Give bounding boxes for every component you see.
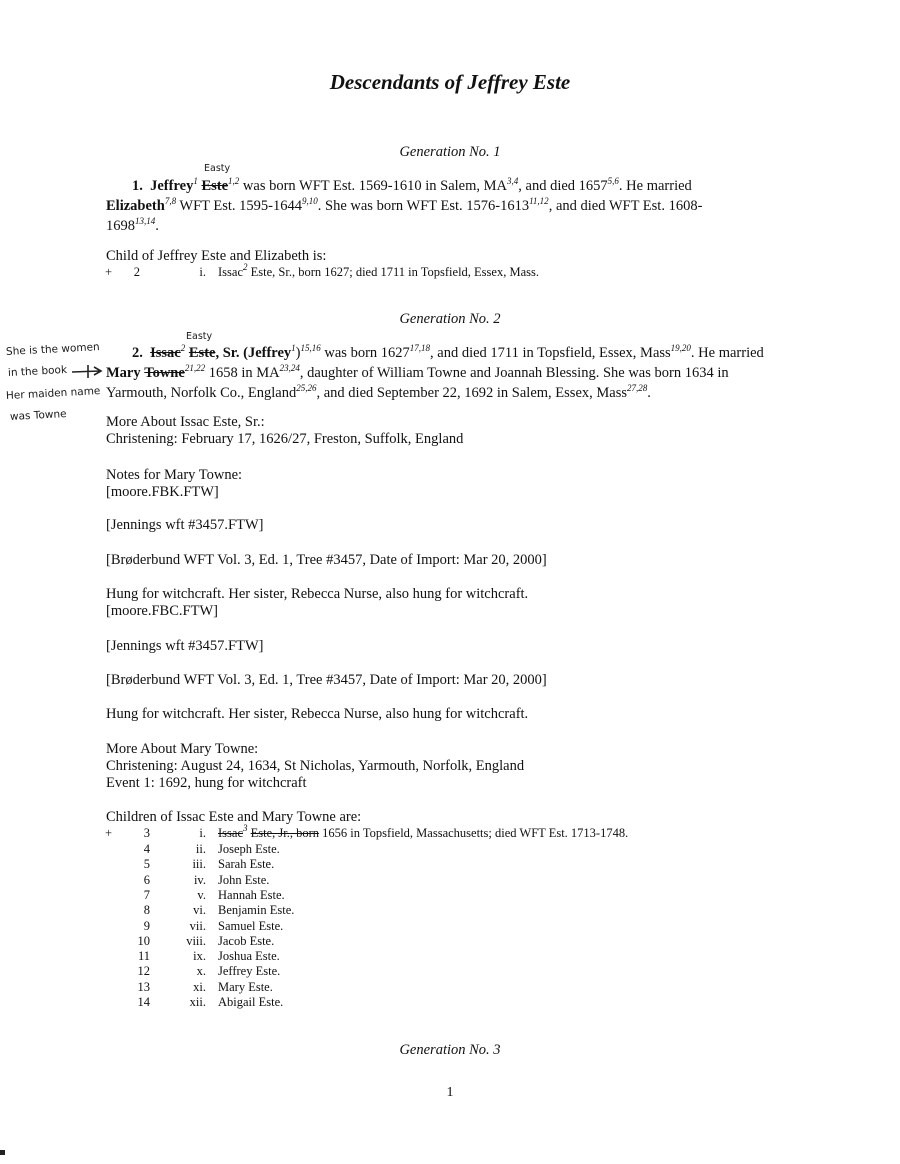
note-source: [Brøderbund WFT Vol. 3, Ed. 1, Tree #3457, Date of Import: Mar 20, 2000] xyxy=(106,552,547,568)
generation-2-heading: Generation No. 2 xyxy=(399,311,501,327)
gen1-text-d: WFT Est. 1595-1644 xyxy=(176,198,303,214)
child-roman: vii. xyxy=(189,918,206,933)
handwritten-surname-gen1: Easty xyxy=(204,163,231,174)
gen2-surname-struck: Este xyxy=(188,345,216,361)
child-number: 11 xyxy=(137,949,150,964)
child-roman: ii. xyxy=(195,842,206,856)
gen2-spouse-last: Towne xyxy=(144,365,185,381)
gen2-sup-b: 17,18 xyxy=(409,343,431,353)
gen2-sup-g: 27,28 xyxy=(627,383,648,393)
list-item xyxy=(0,980,900,995)
note-text: Hung for witchcraft. Her sister, Rebecca Nurse, also hung for witchcraft. xyxy=(106,706,529,722)
note-source: [Jennings wft #3457.FTW] xyxy=(106,517,264,533)
gen2-name: Issac xyxy=(150,345,181,361)
gen1-paragraph xyxy=(106,176,746,236)
gen1-text-g: . xyxy=(155,218,159,234)
gen1-number: 1. xyxy=(132,178,143,194)
note-source: [moore.FBK.FTW] xyxy=(106,484,219,500)
note-text: Hung for witchcraft. Her sister, Rebecca Nurse, also hung for witchcraft. xyxy=(106,586,529,602)
gen2-text-d: . He married xyxy=(690,345,764,361)
gen1-sup-f: 13,14 xyxy=(135,216,156,226)
gen2-text-h: . xyxy=(647,385,651,401)
list-item xyxy=(0,949,900,964)
child-name: Issac xyxy=(218,265,243,279)
gen1-text-f: , and died WFT Est. 1608-1698 xyxy=(106,198,703,234)
list-item xyxy=(0,842,900,857)
children-heading: Children of Issac Este and Mary Towne are: xyxy=(106,809,362,825)
notes-heading: Notes for Mary Towne: xyxy=(106,467,243,483)
generation-3-heading: Generation No. 3 xyxy=(399,1042,501,1058)
child-roman: xii. xyxy=(189,995,206,1009)
list-item xyxy=(0,823,900,841)
gen2-text-g: , and died September 22, 1692 in Salem, Essex, Mass xyxy=(316,385,627,401)
note-source: [Brøderbund WFT Vol. 3, Ed. 1, Tree #3457, Date of Import: Mar 20, 2000] xyxy=(106,672,547,688)
list-item xyxy=(0,964,900,979)
list-item xyxy=(0,919,900,934)
gen1-text-e: . She was born WFT Est. 1576-1613 xyxy=(317,198,530,214)
child-number: 13 xyxy=(137,979,150,994)
child-name: Benjamin Este. xyxy=(218,903,295,918)
margin-note-line-4: was Towne xyxy=(9,408,67,423)
child-description xyxy=(218,262,539,280)
child-number: 5 xyxy=(143,857,150,872)
gen2-sup-d: 21,22 xyxy=(184,363,206,373)
child-number: 7 xyxy=(143,887,150,902)
child-name: Mary Este. xyxy=(218,979,273,994)
scan-mark xyxy=(0,1150,5,1155)
mary-event: Event 1: 1692, hung for witchcraft xyxy=(106,775,307,791)
child-name: Samuel Este. xyxy=(218,918,284,933)
child-number: 3 xyxy=(143,826,150,840)
child-roman: viii. xyxy=(186,933,206,948)
gen2-sup-a1: 1 xyxy=(291,343,296,353)
handwritten-surname-gen2: Easty xyxy=(186,331,213,342)
gen1-text-b: , and died 1657 xyxy=(518,178,608,194)
margin-arrow-icon xyxy=(70,362,110,380)
list-item xyxy=(0,857,900,872)
child-text: 1656 in Topsfield, Massachusetts; died WFT Est. 1713-1748. xyxy=(319,826,629,840)
child-roman: x. xyxy=(196,964,206,979)
child-name: Jacob Este. xyxy=(218,933,275,948)
gen2-text-a: , Sr. (Jeffrey xyxy=(215,345,292,361)
generation-1-heading: Generation No. 1 xyxy=(399,144,501,160)
child-name: Jeffrey Este. xyxy=(218,964,281,979)
child-name: Joseph Este. xyxy=(218,842,280,856)
page-number: 1 xyxy=(446,1085,454,1100)
note-source: [Jennings wft #3457.FTW] xyxy=(106,638,264,654)
gen1-sup-a: 3,4 xyxy=(507,176,519,186)
child-name: Joshua Este. xyxy=(218,949,280,964)
child-name: Abigail Este. xyxy=(218,995,284,1009)
child-roman: i. xyxy=(199,826,206,840)
child-roman: iii. xyxy=(192,857,206,872)
list-item xyxy=(0,934,900,949)
gen1-text-c: . He married xyxy=(618,178,692,194)
list-item xyxy=(0,903,900,918)
margin-note-line-3: Her maiden name xyxy=(5,385,101,402)
more-about-mary-heading: More About Mary Towne: xyxy=(106,741,259,757)
child-number: 4 xyxy=(143,842,150,856)
child-roman: i. xyxy=(199,265,206,279)
child-name: Sarah Este. xyxy=(218,857,275,872)
gen1-sup-d: 9,10 xyxy=(302,196,318,206)
child-roman: xi. xyxy=(193,979,206,994)
list-item xyxy=(0,873,900,888)
child-roman: vi. xyxy=(193,903,206,918)
child-number: 8 xyxy=(143,903,150,918)
gen2-text-f: , daughter of William Towne and Joannah Blessing. She was born 1634 in Yarmouth, Norfolk Co., England xyxy=(106,365,729,401)
gen2-sup-c: 19,20 xyxy=(670,343,691,353)
child-number: 2 xyxy=(133,265,140,279)
child-name: John Este. xyxy=(218,872,270,887)
gen2-paragraph xyxy=(106,343,772,403)
child-sup: 3 xyxy=(243,823,248,833)
list-item xyxy=(0,888,900,903)
gen1-sup-c: 7,8 xyxy=(164,196,177,206)
gen2-spouse-first: Mary xyxy=(106,365,141,381)
gen1-gen-sup: 1 xyxy=(193,176,198,186)
gen1-sup-e: 11,12 xyxy=(529,196,549,206)
child-plus-marker: + xyxy=(105,826,113,840)
child-number: 6 xyxy=(143,872,150,887)
list-item xyxy=(0,995,900,1010)
margin-note-line-1: She is the women xyxy=(5,341,100,358)
gen2-number: 2. xyxy=(132,345,143,361)
gen1-sup-b: 5,6 xyxy=(607,176,619,186)
gen2-text-a2: ) xyxy=(295,345,301,361)
gen2-sup-f: 25,26 xyxy=(296,383,317,393)
gen1-surname-struck: Este xyxy=(201,178,229,194)
note-source: [moore.FBC.FTW] xyxy=(106,603,218,619)
mary-christening: Christening: August 24, 1634, St Nicholas, Yarmouth, Norfolk, England xyxy=(106,758,525,774)
gen2-text-c: , and died 1711 in Topsfield, Essex, Mass xyxy=(430,345,671,361)
child-description xyxy=(218,823,629,841)
more-about-issac-heading: More About Issac Este, Sr.: xyxy=(106,414,265,430)
child-roman: v. xyxy=(197,887,206,902)
child-roman: ix. xyxy=(193,949,206,964)
gen2-sup-a: 15,16 xyxy=(300,343,321,353)
gen1-child-heading: Child of Jeffrey Este and Elizabeth is: xyxy=(106,248,327,264)
child-roman: iv. xyxy=(193,872,206,887)
child-plus-marker: + xyxy=(105,265,113,279)
child-name: Hannah Este. xyxy=(218,887,285,902)
child-sup: 2 xyxy=(243,262,248,272)
child-number: 9 xyxy=(143,918,150,933)
margin-note-line-2: in the book xyxy=(7,363,68,379)
page-title: Descendants of Jeffrey Este xyxy=(329,70,571,94)
issac-christening: Christening: February 17, 1626/27, Freston, Suffolk, England xyxy=(106,431,464,447)
list-item xyxy=(0,262,900,280)
gen2-gen-sup: 2 xyxy=(180,343,186,353)
child-number: 14 xyxy=(137,995,150,1009)
child-struck-text: Este, Jr., born xyxy=(250,826,320,840)
gen1-spouse: Elizabeth xyxy=(106,198,165,214)
child-number: 12 xyxy=(137,964,150,979)
gen2-text-b: was born 1627 xyxy=(320,345,410,361)
child-name: Issac xyxy=(218,826,243,840)
child-number: 10 xyxy=(137,933,150,948)
gen2-text-e: 1658 in MA xyxy=(205,365,280,381)
child-text: Este, Sr., born 1627; died 1711 in Topsfield, Essex, Mass. xyxy=(247,265,539,279)
gen1-name: Jeffrey xyxy=(150,178,194,194)
gen2-sup-e: 23,24 xyxy=(279,363,300,373)
gen1-text-a: was born WFT Est. 1569-1610 in Salem, MA xyxy=(239,178,508,194)
gen1-surname-sup: 1,2 xyxy=(228,176,240,186)
